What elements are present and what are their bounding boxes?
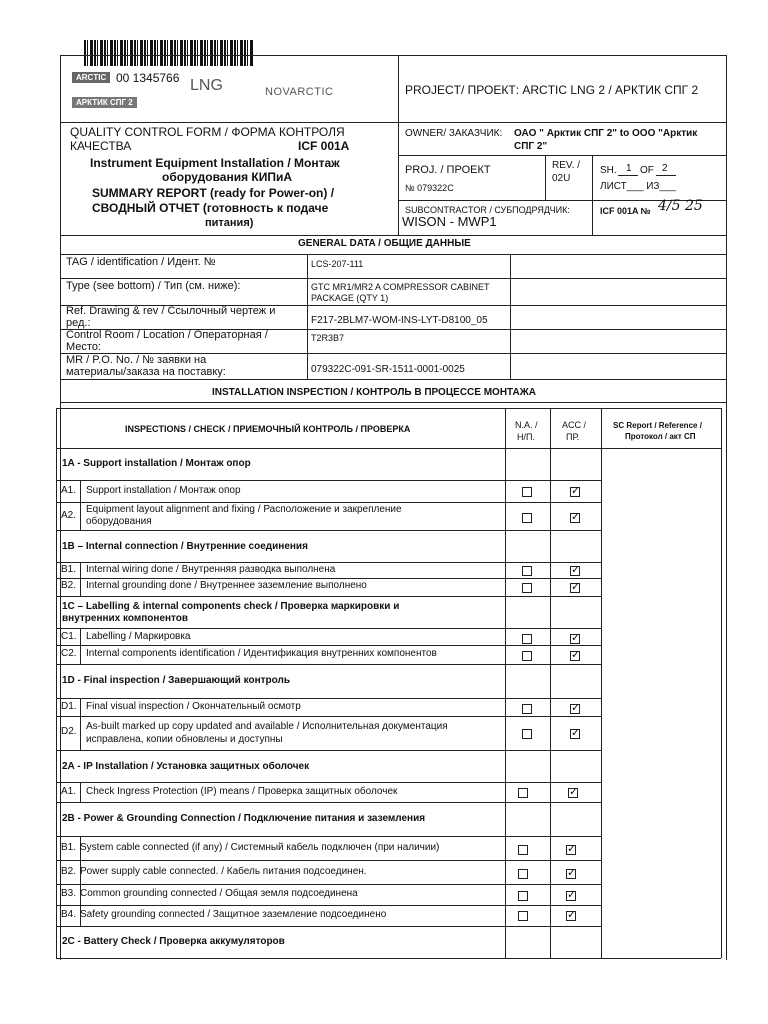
doc-title-2: оборудования КИПиА <box>162 170 293 184</box>
item-2b-b4-text: Safety grounding connected / Защитное заземление подсоединено <box>80 909 387 920</box>
na-checkbox-1b-b2[interactable] <box>522 583 532 593</box>
item-1a-a2-text-2: оборудования <box>86 516 152 527</box>
doc-title-5: питания) <box>205 217 254 229</box>
item-1c-c1-text: Labelling / Маркировка <box>86 631 191 642</box>
na-checkbox-2b-b2[interactable] <box>518 869 528 879</box>
item-2b-b2-code: B2. <box>61 866 77 877</box>
sheet-number: 1 <box>626 163 632 174</box>
inspection-title: INSTALLATION INSPECTION / КОНТРОЛЬ В ПРОЦЕССЕ МОНТАЖА <box>212 387 536 398</box>
mr-label-1: MR / P.O. No. / № заявки на <box>66 354 207 366</box>
col-sc-header-2: Протокол / акт СП <box>625 432 696 441</box>
item-2b-b4-code: B4. <box>61 909 77 920</box>
item-2b-b1-text: System cable connected (if any) / Системный кабель подключен (при наличии) <box>80 842 440 853</box>
item-1a-a1-code: A1. <box>61 485 77 496</box>
rev-label: REV. / <box>552 160 580 171</box>
na-checkbox-1a-a1[interactable] <box>522 487 532 497</box>
acc-checkbox-1b-b1[interactable] <box>570 566 580 576</box>
acc-checkbox-1c-c1[interactable] <box>570 634 580 644</box>
item-2b-b3-text: Common grounding connected / Общая земля подсоединена <box>80 888 358 899</box>
item-1b-b2-text: Internal grounding done / Внутреннее заземление выполнено <box>86 580 367 591</box>
icf-number-label: ICF 001A № <box>600 206 651 216</box>
col-sc-header-1: SC Report / Reference / <box>613 421 702 430</box>
section-1c-title-2: внутренних компонентов <box>62 613 189 624</box>
proj-label: PROJ. / ПРОЕКТ <box>405 164 491 176</box>
na-checkbox-2b-b1[interactable] <box>518 845 528 855</box>
tag-value: LCS-207-111 <box>311 259 364 269</box>
acc-checkbox-1d-d1[interactable] <box>570 704 580 714</box>
acc-checkbox-2b-b3[interactable] <box>566 891 576 901</box>
section-1d-title: 1D - Final inspection / Завершающий контроль <box>62 675 290 686</box>
barcode-number: 00 1345766 <box>116 71 180 85</box>
na-checkbox-2b-b3[interactable] <box>518 891 528 901</box>
icf-number-value: 4/5 25 <box>658 198 703 214</box>
drawing-label-1: Ref. Drawing & rev / Ссылочный чертеж и <box>66 305 276 317</box>
acc-checkbox-1a-a2[interactable] <box>570 513 580 523</box>
acc-checkbox-1b-b2[interactable] <box>570 583 580 593</box>
section-1c-title-1: 1C – Labelling & internal components check / Проверка маркировки и <box>62 601 400 612</box>
na-checkbox-1c-c1[interactable] <box>522 634 532 644</box>
item-1a-a1-text: Support installation / Монтаж опор <box>86 485 241 496</box>
logo-lng: LNG <box>190 77 223 94</box>
na-checkbox-2a-a1[interactable] <box>518 788 528 798</box>
doc-title-1: Instrument Equipment Installation / Монтаж <box>90 156 340 170</box>
qc-form-title-2: КАЧЕСТВА <box>70 139 132 153</box>
section-1b-title: 1B – Internal connection / Внутренние соединения <box>62 541 308 552</box>
na-checkbox-1d-d1[interactable] <box>522 704 532 714</box>
item-1c-c2-code: C2. <box>61 648 77 659</box>
acc-checkbox-2b-b2[interactable] <box>566 869 576 879</box>
acc-checkbox-2b-b1[interactable] <box>566 845 576 855</box>
item-2a-a1-code: A1. <box>61 786 77 797</box>
item-2b-b3-code: B3. <box>61 888 77 899</box>
acc-checkbox-2b-b4[interactable] <box>566 911 576 921</box>
tag-label: TAG / identification / Идент. № <box>66 256 216 268</box>
owner-value-1: ОАО " Арктик СПГ 2" to ООО "Арктик <box>514 128 698 139</box>
location-label-1: Control Room / Location / Операторная / <box>66 329 268 341</box>
item-1d-d2-text-2: исправлена, копии обновлены и доступны <box>86 734 283 745</box>
item-1a-a2-code: A2. <box>61 510 77 521</box>
acc-checkbox-1c-c2[interactable] <box>570 651 580 661</box>
sheet-of: OF <box>640 165 654 176</box>
item-1d-d2-code: D2. <box>61 726 77 737</box>
item-1b-b1-text: Internal wiring done / Внутренняя разводка выполнена <box>86 564 336 575</box>
item-2b-b2-text: Power supply cable connected. / Кабель питания подсоединен. <box>80 866 367 877</box>
item-1b-b1-code: B1. <box>61 564 77 575</box>
section-2c-title: 2C - Battery Check / Проверка аккумуляторов <box>62 936 285 947</box>
rev-value: 02U <box>552 173 571 184</box>
item-2a-a1-text: Check Ingress Protection (IP) means / Проверка защитных оболочек <box>86 786 398 797</box>
sheet-label: SH. <box>600 165 617 176</box>
drawing-label-2: ред.: <box>66 317 91 329</box>
doc-title-3: SUMMARY REPORT (ready for Power-on) / <box>92 186 335 200</box>
item-1b-b2-code: B2. <box>61 580 77 591</box>
subcontractor-value: WISON - MWP1 <box>402 214 497 229</box>
location-value: T2R3B7 <box>311 333 345 343</box>
doc-title-4: СВОДНЫЙ ОТЧЕТ (готовность к подаче <box>92 201 329 215</box>
item-1c-c2-text: Internal components identification / Идентификация внутренних компонентов <box>86 648 437 659</box>
owner-label: OWNER/ ЗАКАЗЧИК: <box>405 128 503 139</box>
proj-number: № 079322C <box>405 183 454 193</box>
type-value-2: PACKAGE (QTY 1) <box>311 293 389 303</box>
col-na-header-1: N.A. / <box>515 420 538 430</box>
acc-checkbox-1a-a1[interactable] <box>570 487 580 497</box>
item-1d-d1-code: D1. <box>61 701 77 712</box>
col-na-header-2: Н/П. <box>517 432 535 442</box>
col-acc-header-2: ПР. <box>566 432 580 442</box>
mr-value: 079322C-091-SR-1511-0001-0025 <box>311 364 465 375</box>
owner-value-2: СПГ 2" <box>514 141 548 152</box>
na-checkbox-1a-a2[interactable] <box>522 513 532 523</box>
qc-form-code: ICF 001A <box>298 139 350 153</box>
section-1a-title: 1A - Support installation / Монтаж опор <box>62 458 251 469</box>
item-1c-c1-code: C1. <box>61 631 77 642</box>
barcode <box>84 40 254 66</box>
section-2a-title: 2A - IP Installation / Установка защитных оболочек <box>62 761 310 772</box>
col-check-header: INSPECTIONS / CHECK / ПРИЕМОЧНЫЙ КОНТРОЛЬ / ПРОВЕРКА <box>125 424 411 434</box>
na-checkbox-1d-d2[interactable] <box>522 729 532 739</box>
logo-novarctic: NOVARCTIC <box>265 86 334 98</box>
item-1d-d1-text: Final visual inspection / Окончательный осмотр <box>86 701 301 712</box>
location-label-2: Место: <box>66 341 101 353</box>
sheet-total: 2 <box>662 163 668 174</box>
project-title: PROJECT/ ПРОЕКТ: ARCTIC LNG 2 / АРКТИК СПГ 2 <box>405 83 699 97</box>
na-checkbox-1c-c2[interactable] <box>522 651 532 661</box>
na-checkbox-2b-b4[interactable] <box>518 911 528 921</box>
qc-form-title-1: QUALITY CONTROL FORM / ФОРМА КОНТРОЛЯ <box>70 125 345 139</box>
drawing-value: F217-2BLM7-WOM-INS-LYT-D8100_05 <box>311 315 488 326</box>
type-label: Type (see bottom) / Тип (см. ниже): <box>66 280 241 292</box>
general-data-title: GENERAL DATA / ОБЩИЕ ДАННЫЕ <box>298 238 471 249</box>
subcontractor-label: SUBCONTRACTOR / СУБПОДРЯДЧИК: <box>405 205 570 215</box>
item-1d-d2-text-1: As-built marked up copy updated and available / Исполнительная документация <box>86 721 448 732</box>
acc-checkbox-2a-a1[interactable] <box>568 788 578 798</box>
mr-label-2: материалы/заказа на поставку: <box>66 366 226 378</box>
list-label: ЛИСТ___ ИЗ___ <box>600 181 677 192</box>
na-checkbox-1b-b1[interactable] <box>522 566 532 576</box>
col-acc-header-1: ACC / <box>562 420 587 430</box>
logo-arctic: ARCTIC <box>72 72 110 83</box>
item-2b-b1-code: B1. <box>61 842 77 853</box>
section-2b-title: 2B - Power & Grounding Connection / Подключение питания и заземления <box>62 813 426 824</box>
acc-checkbox-1d-d2[interactable] <box>570 729 580 739</box>
logo-arctik-spg: АРКТИК СПГ 2 <box>72 97 137 108</box>
item-1a-a2-text-1: Equipment layout alignment and fixing / Расположение и закрепление <box>86 504 402 515</box>
type-value-1: GTC MR1/MR2 A COMPRESSOR CABINET <box>311 282 490 292</box>
